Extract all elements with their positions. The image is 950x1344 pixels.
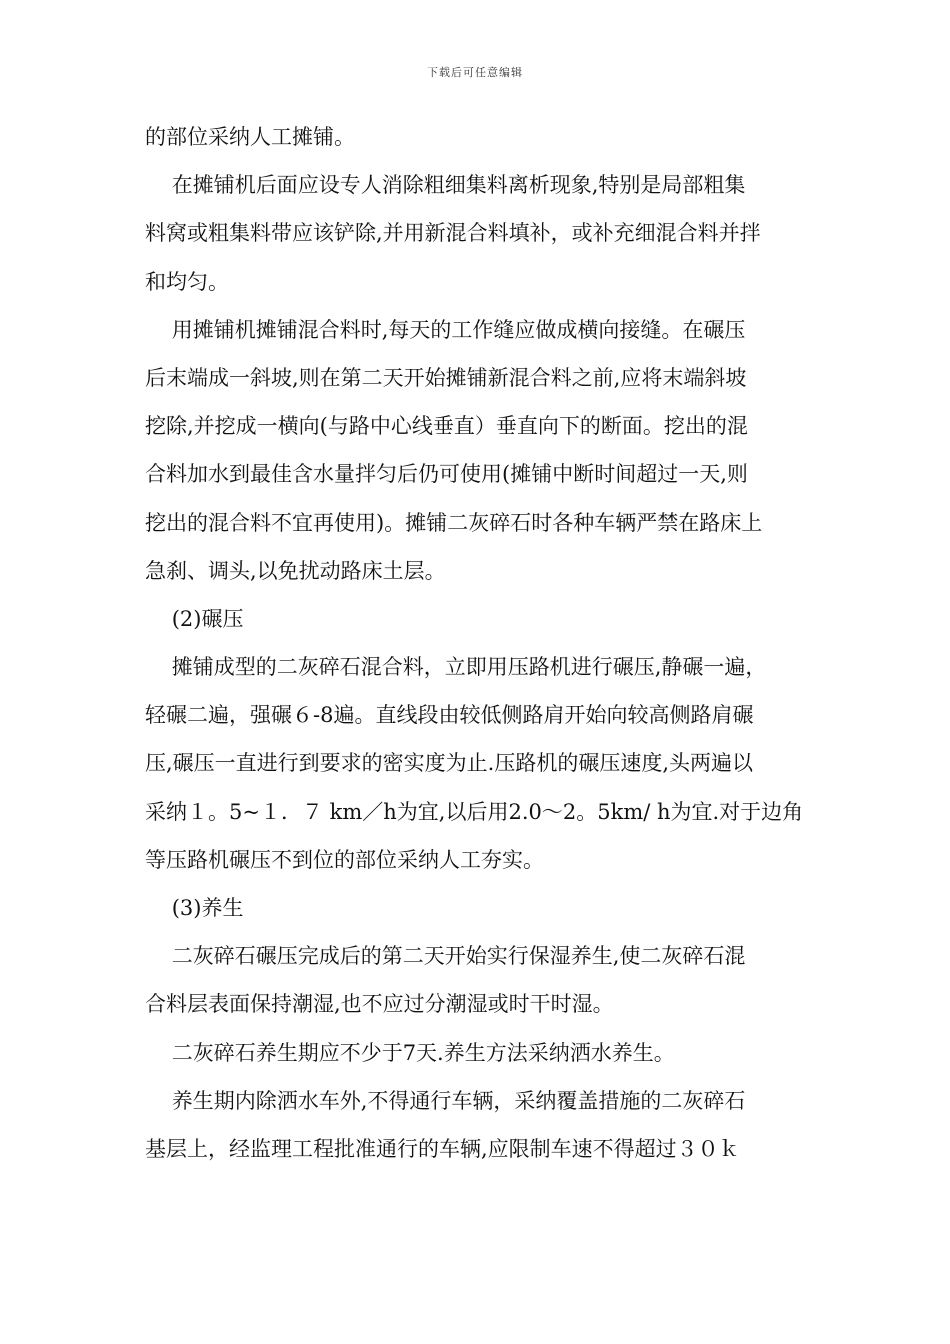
text-line: 合料加水到最佳含水量拌匀后仍可使用(摊铺中断时间超过一天,则 xyxy=(145,462,748,487)
text-line: 挖出的混合料不宜再使用)。摊铺二灰碎石时各种车辆严禁在路床上 xyxy=(145,510,763,535)
text-line: 的部位采纳人工摊铺。 xyxy=(145,125,355,149)
text-line: 等压路机碾压不到位的部位采纳人工夯实。 xyxy=(145,847,544,872)
text-line: 急刹、调头,以免扰动路床土层。 xyxy=(145,558,446,583)
section-heading-curing: (3)养生 xyxy=(145,896,244,920)
text-line: 合料层表面保持潮湿,也不应过分潮湿或时干时湿。 xyxy=(145,992,614,1017)
header-note: 下载后可任意编辑 xyxy=(427,66,523,79)
document-body xyxy=(145,113,810,1173)
text-line: 挖除,并挖成一横向(与路中心线垂直）垂直向下的断面。挖出的混 xyxy=(145,414,748,439)
text-line: 二灰碎石养生期应不少于7天.养生方法采纳洒水养生。 xyxy=(145,1040,675,1065)
text-line: 基层上，经监理工程批准通行的车辆,应限制车速不得超过３０ｋ xyxy=(145,1136,740,1161)
text-line: 摊铺成型的二灰碎石混合料，立即用压路机进行碾压,静碾一遍， xyxy=(145,655,767,680)
text-line: 养生期内除洒水车外,不得通行车辆，采纳覆盖措施的二灰碎石 xyxy=(145,1088,746,1113)
text-line: 后末端成一斜坡,则在第二天开始摊铺新混合料之前,应将末端斜坡 xyxy=(145,365,747,390)
text-line: 二灰碎石碾压完成后的第二天开始实行保湿养生,使二灰碎石混 xyxy=(145,944,746,969)
text-line: 用摊铺机摊铺混合料时,每天的工作缝应做成横向接缝。在碾压 xyxy=(145,317,746,342)
text-line: 采纳１。5~１．７ km／h为宜,以后用2.0～2。5km/ h为宜.对于边角 xyxy=(145,799,804,824)
text-line: 压,碾压一直进行到要求的密实度为止.压路机的碾压速度,头两遍以 xyxy=(145,751,754,776)
text-line: 在摊铺机后面应设专人消除粗细集料离析现象,特别是局部粗集 xyxy=(145,173,746,198)
section-heading-compaction: (2)碾压 xyxy=(145,606,244,631)
text-line: 料窝或粗集料带应该铲除,并用新混合料填补，或补充细混合料并拌 xyxy=(145,221,761,246)
text-line: 和均匀。 xyxy=(145,269,229,294)
text-line: 轻碾二遍，强碾６-8遍。直线段由较低侧路肩开始向较高侧路肩碾 xyxy=(145,703,754,728)
